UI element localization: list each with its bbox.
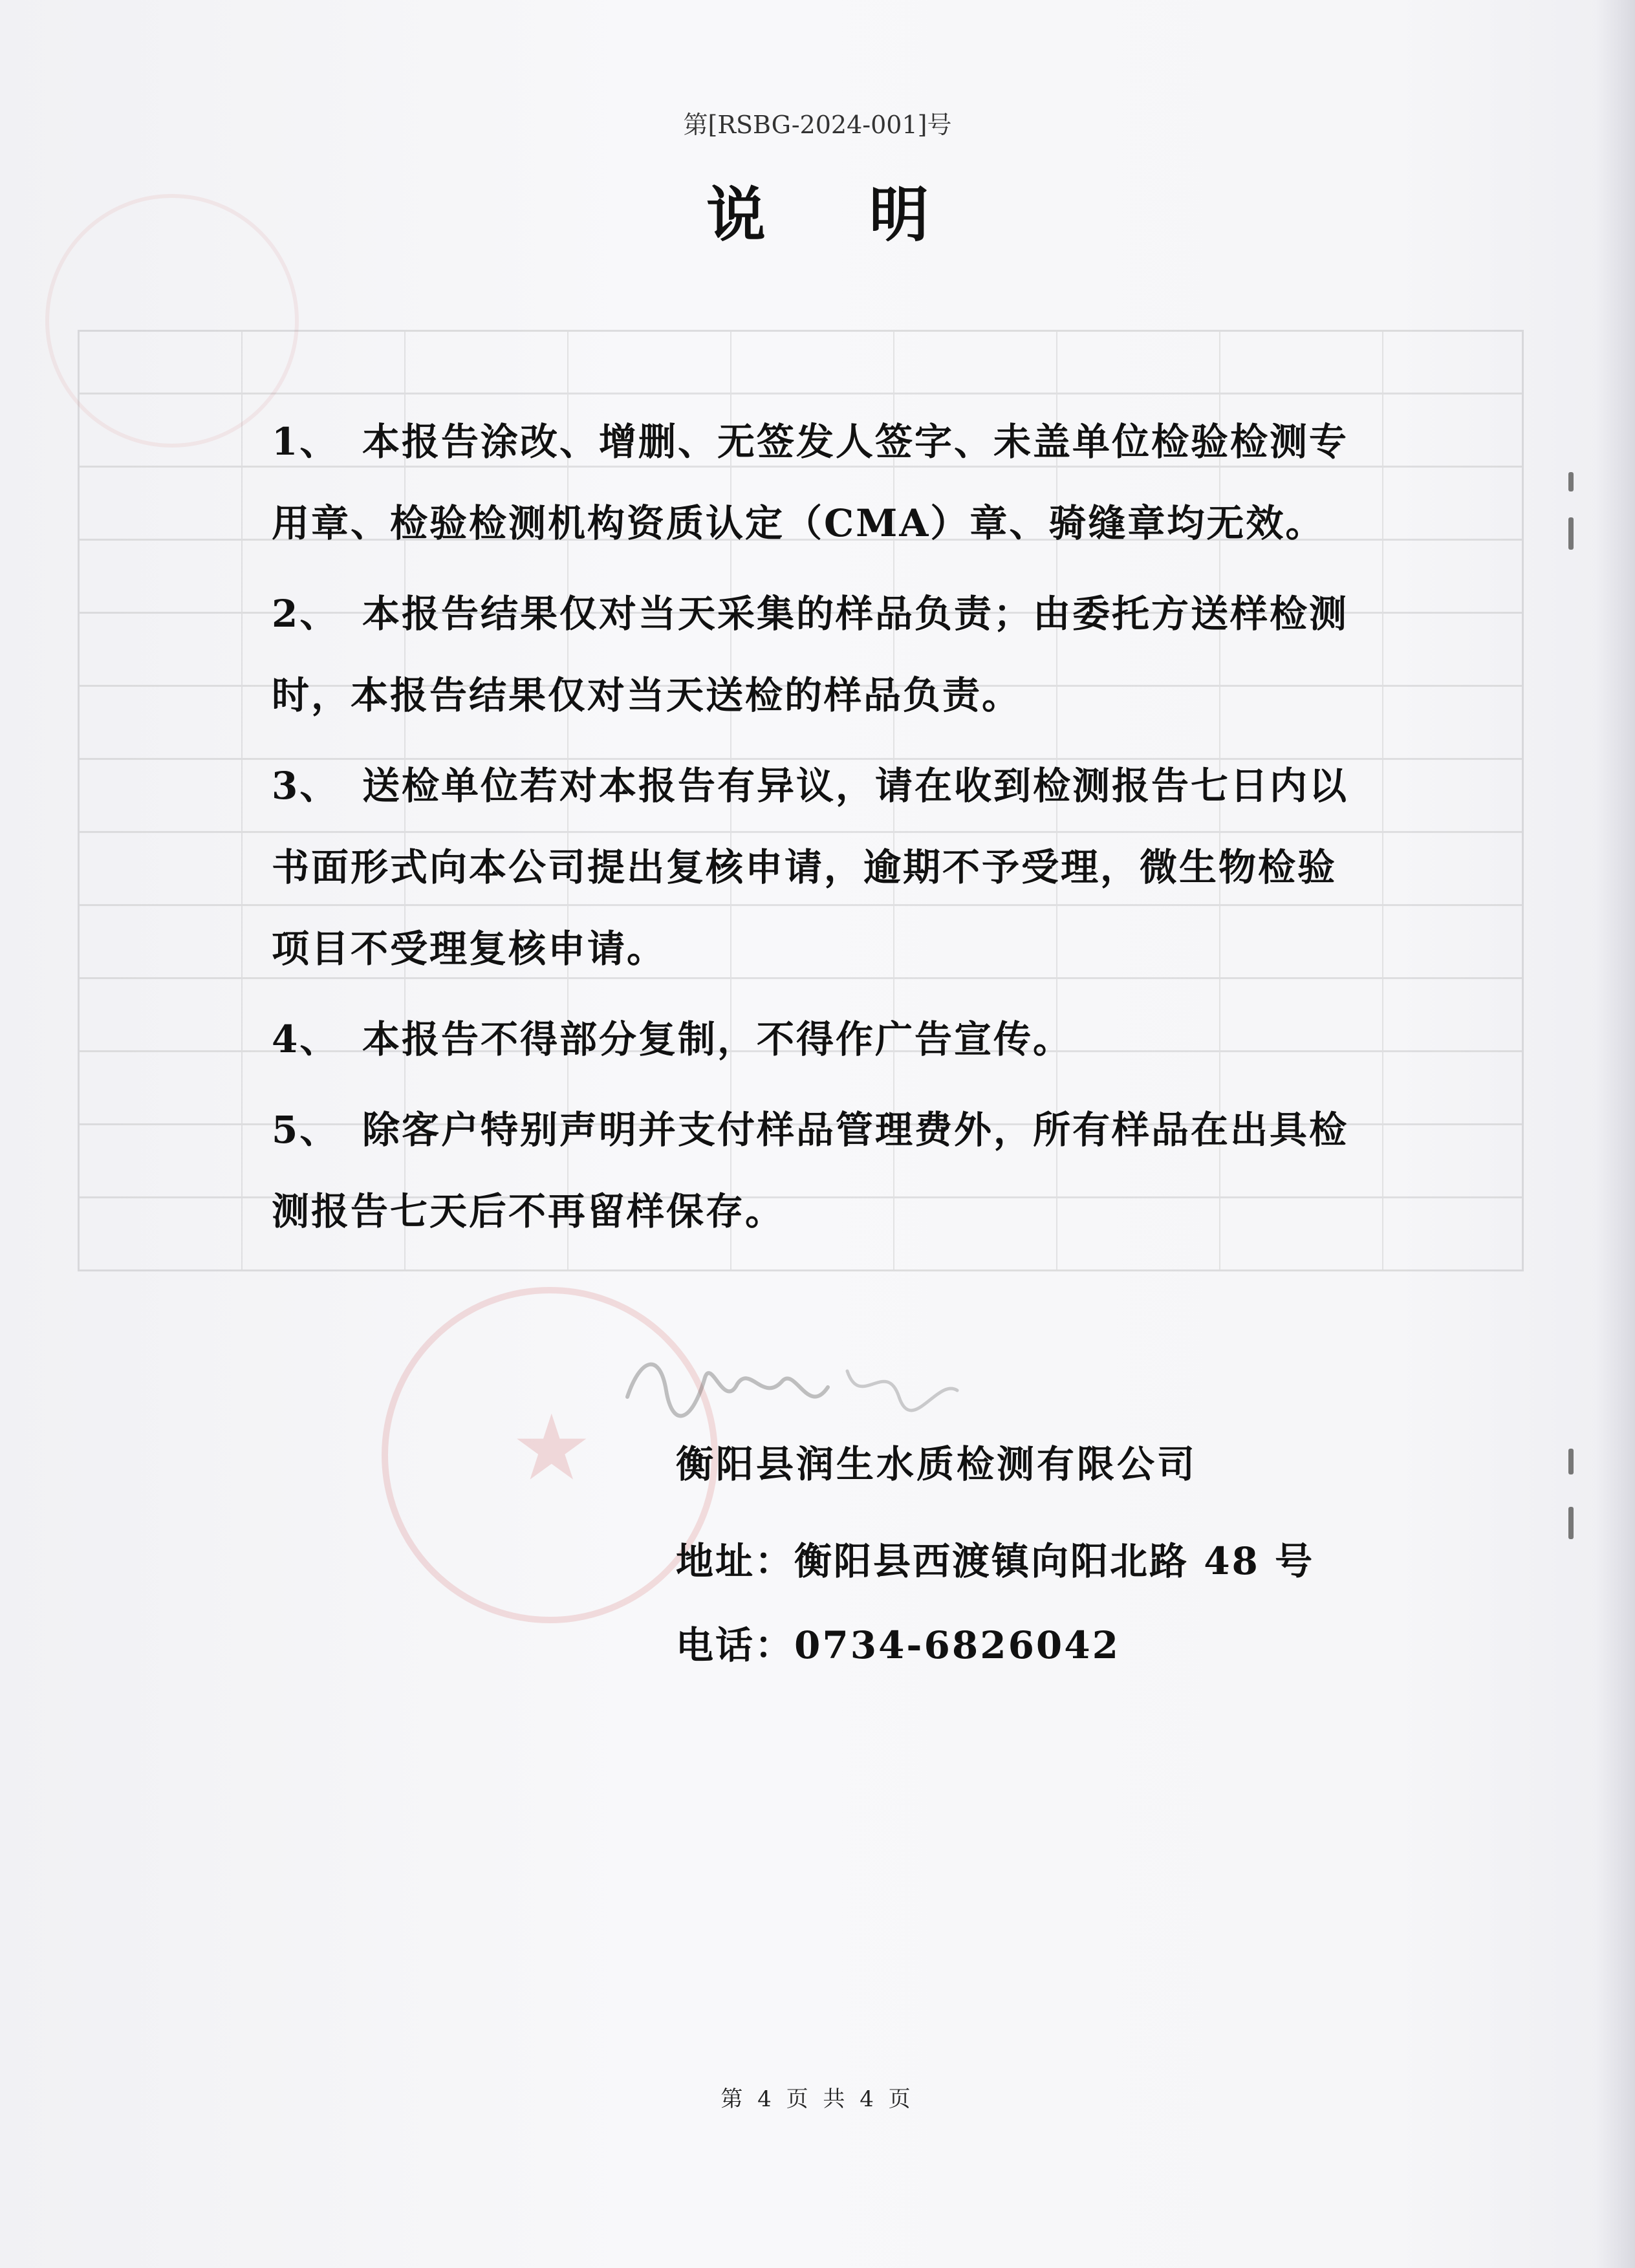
scan-mark [1568,1449,1574,1474]
scan-mark [1568,472,1574,491]
note-item-5 [272,1089,1371,1252]
note-number: 1、 [272,420,340,464]
note-item-2 [272,573,1371,736]
seal-star-icon: ★ [511,1396,592,1501]
scan-edge-shadow [1596,0,1635,2268]
note-item-3 [272,745,1371,989]
company-address: 地址：衡阳县西渡镇向阳北路 48 号 [676,1539,1315,1583]
scan-mark [1568,517,1574,550]
note-number: 3、 [272,764,340,808]
company-name: 衡阳县润生水质检测有限公司 [676,1442,1198,1486]
note-number: 5、 [272,1108,340,1152]
scan-mark [1568,1507,1574,1539]
page-title: 说明 [706,180,1032,250]
handwritten-signature [614,1319,977,1449]
note-number: 4、 [272,1017,340,1061]
note-text: 除客户特别声明并支付样品管理费外，所有样品在出具检测报告七天后不再留样保存。 [272,1108,1349,1233]
note-text: 本报告不得部分复制，不得作广告宣传。 [362,1017,1073,1061]
note-text: 本报告结果仅对当天采集的样品负责；由委托方送样检测时，本报告结果仅对当天送检的样品负责。 [272,592,1349,717]
note-item-4 [272,999,1371,1080]
note-text: 本报告涂改、增删、无签发人签字、未盖单位检验检测专用章、检验检测机构资质认定（CMA）章、骑缝章均无效。 [272,420,1349,545]
page-number-footer: 第 4 页 共 4 页 [720,2086,915,2112]
note-number: 2、 [272,592,340,636]
note-item-1 [272,401,1371,564]
note-text: 送检单位若对本报告有异议，请在收到检测报告七日内以书面形式向本公司提出复核申请，逾期不予受理，微生物检验项目不受理复核申请。 [272,764,1349,971]
report-number: 第[RSBG-2024-001]号 [683,111,952,139]
notes-list [272,401,1371,1261]
company-phone: 电话：0734-6826042 [676,1623,1120,1667]
